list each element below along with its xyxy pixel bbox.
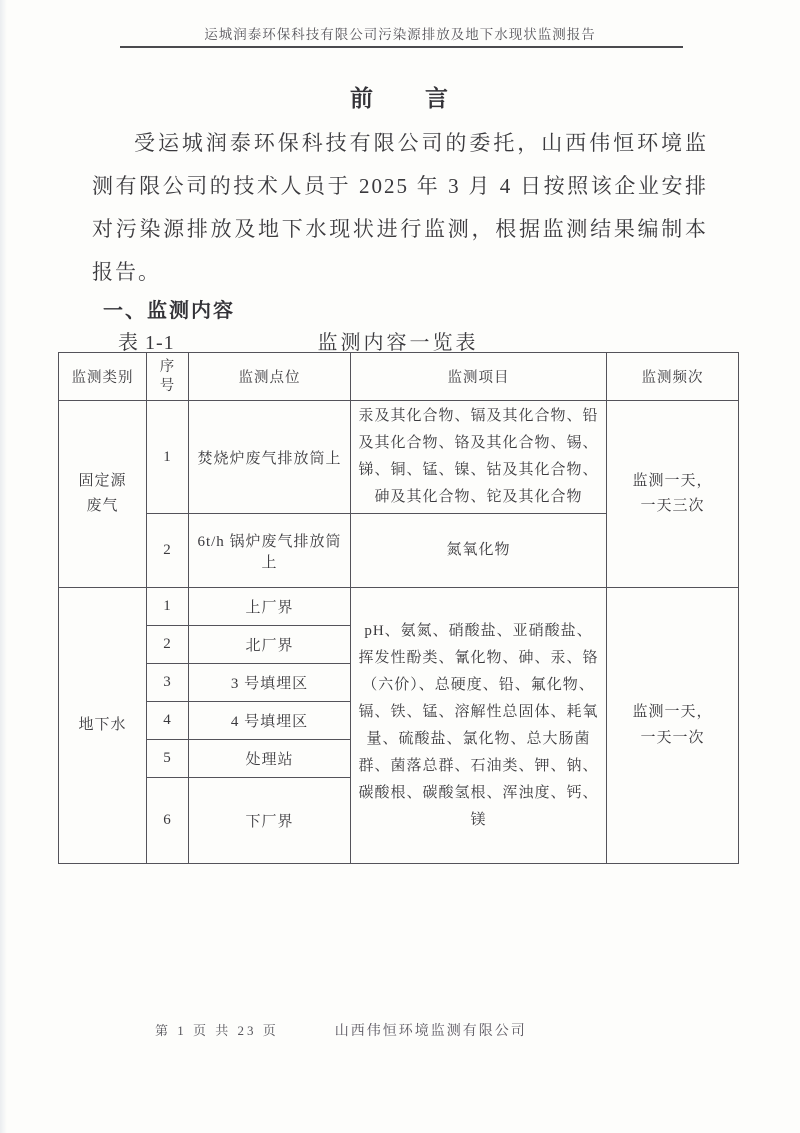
cell-point: 3 号填埋区 (189, 664, 351, 702)
category-line: 废气 (86, 498, 119, 514)
cell-items: 汞及其化合物、镉及其化合物、铅及其化合物、铬及其化合物、锡、锑、铜、锰、镍、钴及其化合物、砷及其化合物、铊及其化合物 (351, 401, 607, 514)
report-header-title: 运城润泰环保科技有限公司污染源排放及地下水现状监测报告 (204, 27, 596, 42)
cell-frequency-gas (607, 401, 739, 588)
cell-seq: 1 (147, 588, 189, 626)
preface-title: 前 言 (350, 86, 450, 111)
table-header-row (59, 353, 739, 401)
cell-point: 焚烧炉废气排放筒上 (189, 401, 351, 514)
col-header-frequency: 监测频次 (607, 353, 739, 401)
col-header-seq: 序号 (147, 353, 189, 401)
table-caption-row (58, 326, 738, 352)
scan-edge-shadow (0, 0, 7, 1133)
col-header-category: 监测类别 (59, 353, 147, 401)
category-line: 地下水 (78, 716, 127, 733)
cell-items-groundwater: pH、氨氮、硝酸盐、亚硝酸盐、挥发性酚类、氰化物、砷、汞、铬（六价）、总硬度、铅、氟化物、镉、铁、锰、溶解性总固体、耗氧量、硫酸盐、氯化物、总大肠菌群、菌落总群、石油类、钾、钠、碳酸根、碳酸氢根、浑浊度、钙、镁 (351, 588, 607, 864)
page-footer (155, 1020, 655, 1040)
cell-seq: 6 (147, 778, 189, 864)
cell-seq: 5 (147, 740, 189, 778)
col-header-items: 监测项目 (351, 353, 607, 401)
section-heading: 一、监测内容 (103, 300, 235, 322)
frequency-line: 一天一次 (640, 729, 705, 746)
table-row (59, 588, 739, 626)
frequency-line: 监测一天， (632, 472, 713, 489)
preface-paragraph: 受运城润泰环保科技有限公司的委托，山西伟恒环境监测有限公司的技术人员于 2025 年 3 月 4 日按照该企业安排对污染源排放及地下水现状进行监测，根据监测结果编制本报告。 (92, 131, 708, 284)
cell-category-gas (59, 401, 147, 588)
category-line: 固定源 (78, 472, 127, 489)
col-header-point: 监测点位 (189, 353, 351, 401)
table-caption: 监测内容一览表 (317, 332, 479, 354)
monitoring-table (58, 352, 739, 864)
table-label: 表 1-1 (118, 332, 175, 354)
cell-items: 氮氧化物 (351, 514, 607, 588)
cell-point: 下厂界 (189, 778, 351, 864)
cell-category-groundwater (59, 588, 147, 864)
frequency-line: 一天三次 (640, 498, 705, 514)
cell-seq: 4 (147, 702, 189, 740)
table-row (59, 401, 739, 514)
cell-seq: 3 (147, 664, 189, 702)
cell-point: 6t/h 锅炉废气排放筒上 (189, 514, 351, 588)
cell-frequency-groundwater (607, 588, 739, 864)
header-rule (120, 46, 683, 48)
cell-seq: 2 (147, 514, 189, 588)
cell-point: 处理站 (189, 740, 351, 778)
cell-seq: 2 (147, 626, 189, 664)
footer-company: 山西伟恒环境监测有限公司 (334, 1024, 527, 1039)
frequency-line: 监测一天， (632, 704, 713, 720)
cell-seq: 1 (147, 401, 189, 514)
cell-point: 上厂界 (189, 588, 351, 626)
cell-point: 北厂界 (189, 626, 351, 664)
cell-point: 4 号填埋区 (189, 702, 351, 740)
page-number: 第 1 页 共 23 页 (155, 1023, 279, 1038)
